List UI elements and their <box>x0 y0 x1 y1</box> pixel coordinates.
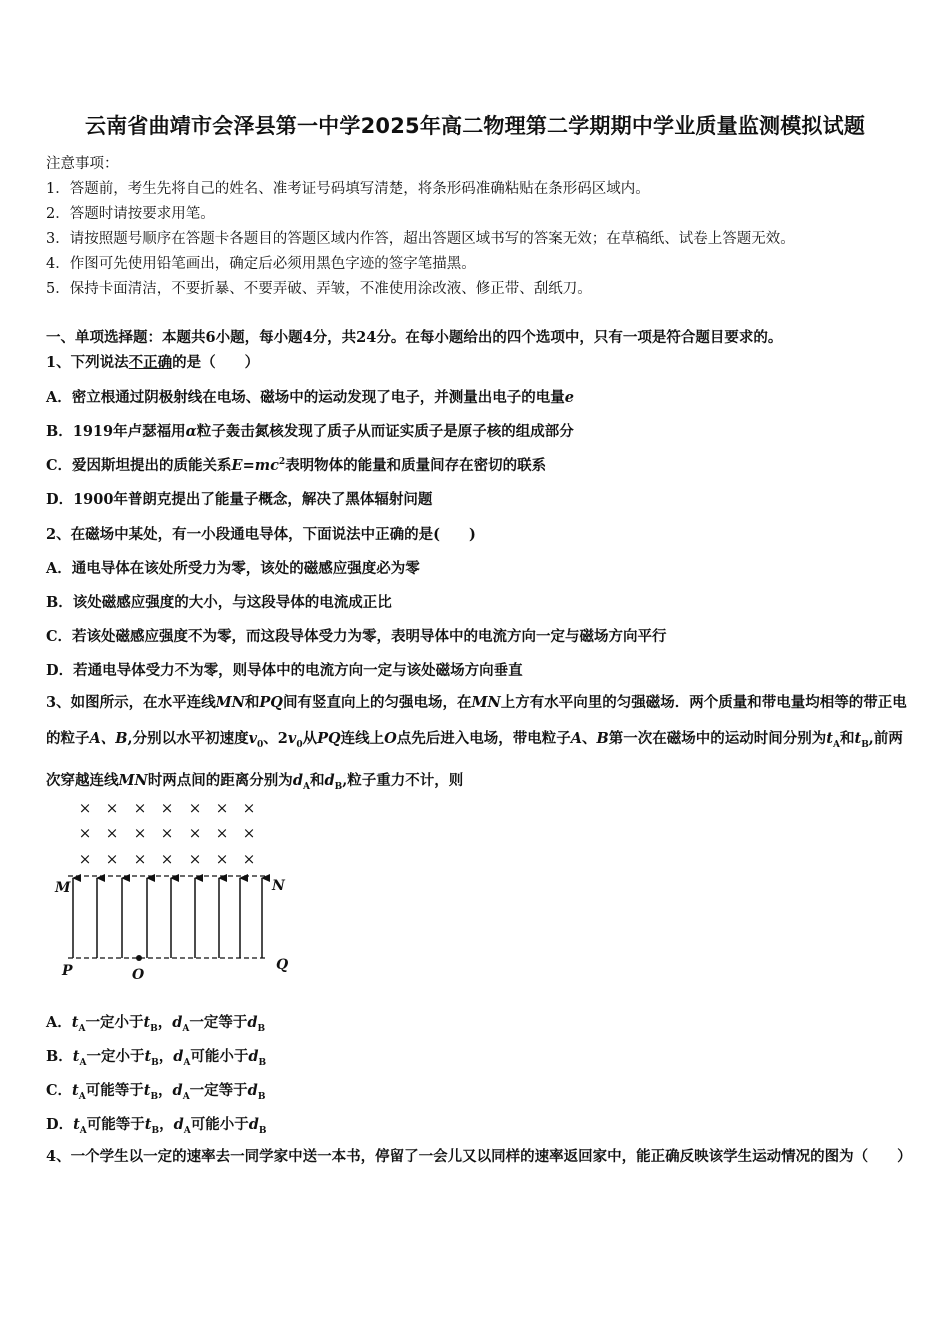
cross-mark: × <box>78 799 92 817</box>
notice-item: 2．答题时请按要求用笔。 <box>46 206 215 222</box>
page-title: 云南省曲靖市会泽县第一中学2025年高二物理第二学期期中学业质量监测模拟试题 <box>84 114 866 138</box>
point-o <box>136 955 142 961</box>
question-1-option-d: D．1900年普朗克提出了能量子概念，解决了黑体辐射问题 <box>46 491 433 508</box>
question-3-option-a: A．$t_A$一定小于$t_B$，$d_A$一定等于$d_B$ <box>46 1014 266 1034</box>
label-m: M <box>55 880 71 896</box>
question-2-stem: 2、在磁场中某处，有一小段通电导体，下面说法中正确的是( ) <box>46 526 476 543</box>
cross-mark: × <box>133 799 147 817</box>
cross-mark: × <box>160 799 174 817</box>
notice-item: 5．保持卡面清洁，不要折暴、不要弄破、弄皱，不准使用涂改液、修正带、刮纸刀。 <box>46 281 592 297</box>
notice-item: 3．请按照题号顺序在答题卡各题目的答题区域内作答，超出答题区域书写的答案无效；在草稿纸、试卷上答题无效。 <box>46 231 795 247</box>
section-heading: 一、单项选择题：本题共6小题，每小题4分，共24分。在每小题给出的四个选项中，只有一项是符合题目要求的。 <box>46 329 783 346</box>
cross-mark: × <box>105 850 119 868</box>
cross-mark: × <box>133 850 147 868</box>
cross-mark: × <box>160 824 174 842</box>
question-3-stem: 3、如图所示，在水平连线MN和PQ间有竖直向上的匀强电场，在MN上方有水平向里的匀强磁场．两个质量和带电量均相等的带正电的粒子A、B,分别以水平初速度$v_0$、$2v_0$从PQ连线上O点先后进入电场，带电粒子A、B第一次在磁场中的运动时间分别为$t_A$和$t_B$,前两次穿越连线MN时两点间的距离分别为$d_A$和$d_B$,粒子重力不计，则 <box>46 694 907 792</box>
field-diagram <box>50 795 300 985</box>
cross-mark: × <box>78 824 92 842</box>
cross-mark: × <box>133 824 147 842</box>
question-4-stem: 4、一个学生以一定的速率去一同学家中送一本书，停留了一会儿又以同样的速率返回家中，能正确反映该学生运动情况的图为（ ） <box>46 1148 912 1165</box>
question-2-option-b: B．该处磁感应强度的大小，与这段导体的电流成正比 <box>46 594 392 611</box>
notice-item: 4．作图可先使用铅笔画出，确定后必须用黑色字迹的签字笔描黑。 <box>46 256 476 272</box>
label-q: Q <box>276 957 289 973</box>
label-o: O <box>132 967 145 983</box>
question-3-option-b: B．$t_A$一定小于$t_B$，$d_A$可能小于$d_B$ <box>46 1048 267 1068</box>
question-3-option-d: D．$t_A$可能等于$t_B$，$d_A$可能小于$d_B$ <box>46 1116 267 1136</box>
label-n: N <box>272 878 285 894</box>
cross-mark: × <box>160 850 174 868</box>
cross-mark: × <box>105 799 119 817</box>
cross-mark: × <box>78 850 92 868</box>
question-2-option-a: A．通电导体在该处所受力为零，该处的磁感应强度必为零 <box>46 560 420 577</box>
cross-mark: × <box>242 799 256 817</box>
cross-mark: × <box>215 824 229 842</box>
electric-field-arrows <box>73 878 262 958</box>
magnetic-field-crosses <box>79 799 256 868</box>
question-1-stem: 1、下列说法不正确的是（ ） <box>46 354 260 371</box>
question-1-option-a: A．密立根通过阴极射线在电场、磁场中的运动发现了电子，并测量出电子的电量e <box>46 389 574 406</box>
question-1-option-c: C．爱因斯坦提出的质能关系$E=mc^2$表明物体的能量和质量间存在密切的联系 <box>46 457 547 474</box>
question-2-option-c: C．若该处磁感应强度不为零，而这段导体受力为零，表明导体中的电流方向一定与磁场方向平行 <box>46 628 667 645</box>
cross-mark: × <box>242 850 256 868</box>
notice-item: 1．答题前，考生先将自己的姓名、准考证号码填写清楚，将条形码准确粘贴在条形码区域内。 <box>46 181 650 197</box>
cross-mark: × <box>215 799 229 817</box>
cross-mark: × <box>242 824 256 842</box>
label-p: P <box>62 963 73 979</box>
cross-mark: × <box>188 850 202 868</box>
cross-mark: × <box>215 850 229 868</box>
notice-heading: 注意事项： <box>46 156 119 172</box>
cross-mark: × <box>188 799 202 817</box>
cross-mark: × <box>188 824 202 842</box>
question-2-option-d: D．若通电导体受力不为零，则导体中的电流方向一定与该处磁场方向垂直 <box>46 662 523 679</box>
question-1-option-b: B．1919年卢瑟福用α粒子轰击氮核发现了质子从而证实质子是原子核的组成部分 <box>46 423 574 440</box>
question-3-option-c: C．$t_A$可能等于$t_B$，$d_A$一定等于$d_B$ <box>46 1082 266 1102</box>
cross-mark: × <box>105 824 119 842</box>
